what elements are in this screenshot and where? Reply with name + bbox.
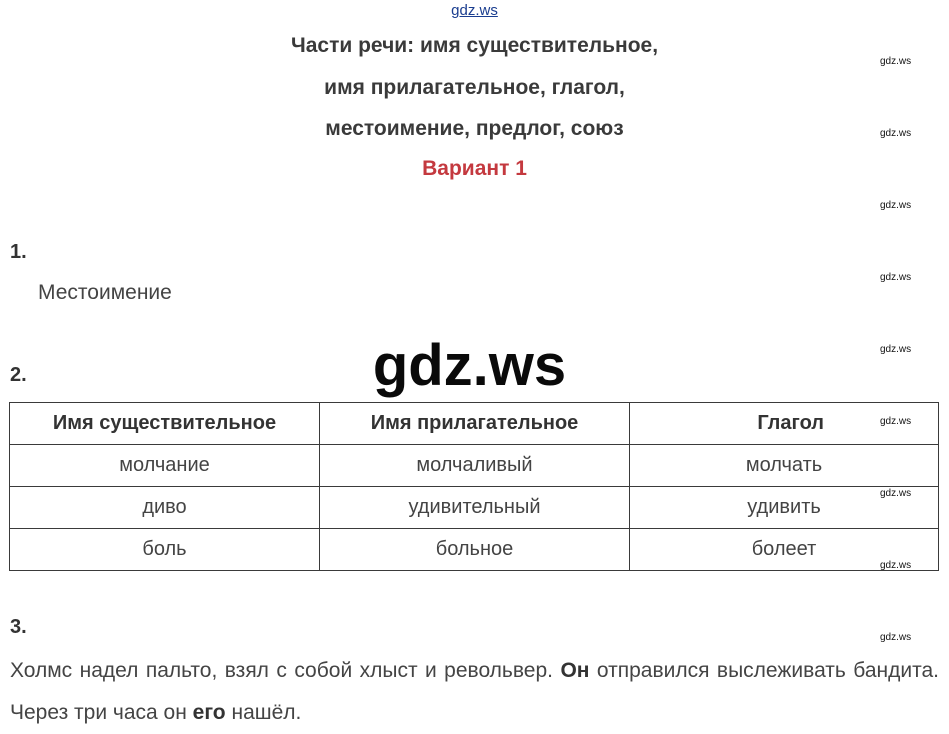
top-watermark-link[interactable]: gdz.ws bbox=[451, 2, 498, 19]
task-3-paragraph bbox=[10, 650, 939, 734]
column-header: Имя прилагательное bbox=[320, 403, 630, 445]
parts-of-speech-table bbox=[9, 402, 939, 571]
table-cell: больное bbox=[320, 529, 630, 571]
side-watermark: gdz.ws bbox=[880, 128, 912, 139]
task-1-answer: Местоимение bbox=[38, 281, 172, 304]
paragraph-text: нашёл. bbox=[225, 701, 302, 724]
table-cell: молчаливый bbox=[320, 445, 630, 487]
side-watermark: gdz.ws bbox=[880, 272, 912, 283]
task-3-number: 3. bbox=[10, 616, 27, 638]
side-watermark: gdz.ws bbox=[880, 416, 912, 427]
table-cell: диво bbox=[10, 487, 320, 529]
table-row bbox=[10, 487, 939, 529]
side-watermark: gdz.ws bbox=[880, 560, 912, 571]
side-watermark: gdz.ws bbox=[880, 488, 912, 499]
side-watermark: gdz.ws bbox=[880, 200, 912, 211]
task-1-number: 1. bbox=[10, 241, 27, 263]
table-cell: боль bbox=[10, 529, 320, 571]
side-watermark: gdz.ws bbox=[880, 344, 912, 355]
table-row bbox=[10, 529, 939, 571]
highlighted-pronoun: Он bbox=[560, 659, 590, 682]
large-watermark: gdz.ws bbox=[372, 333, 567, 398]
title-line-2: имя прилагательное, глагол, bbox=[324, 76, 625, 99]
title-line-1: Части речи: имя существительное, bbox=[290, 34, 659, 57]
table-cell: болеет bbox=[630, 529, 939, 571]
highlighted-pronoun: его bbox=[192, 701, 226, 724]
table-cell: молчать bbox=[630, 445, 939, 487]
side-watermark: gdz.ws bbox=[880, 632, 912, 643]
title-line-3: местоимение, предлог, союз bbox=[325, 117, 624, 140]
side-watermark: gdz.ws bbox=[880, 56, 912, 67]
table-cell: удивительный bbox=[320, 487, 630, 529]
table-cell: удивить bbox=[630, 487, 939, 529]
table-header-row bbox=[10, 403, 939, 445]
table-row bbox=[10, 445, 939, 487]
table-cell: молчание bbox=[10, 445, 320, 487]
paragraph-text: Холмс надел пальто, взял с собой хлыст и револьвер. bbox=[10, 659, 561, 682]
task-2-number: 2. bbox=[10, 364, 27, 386]
paragraph-text: отправился выслеживать бандита. Через три часа он bbox=[10, 659, 939, 724]
column-header: Глагол bbox=[630, 403, 939, 445]
variant-heading: Вариант 1 bbox=[422, 157, 527, 180]
column-header: Имя существительное bbox=[10, 403, 320, 445]
